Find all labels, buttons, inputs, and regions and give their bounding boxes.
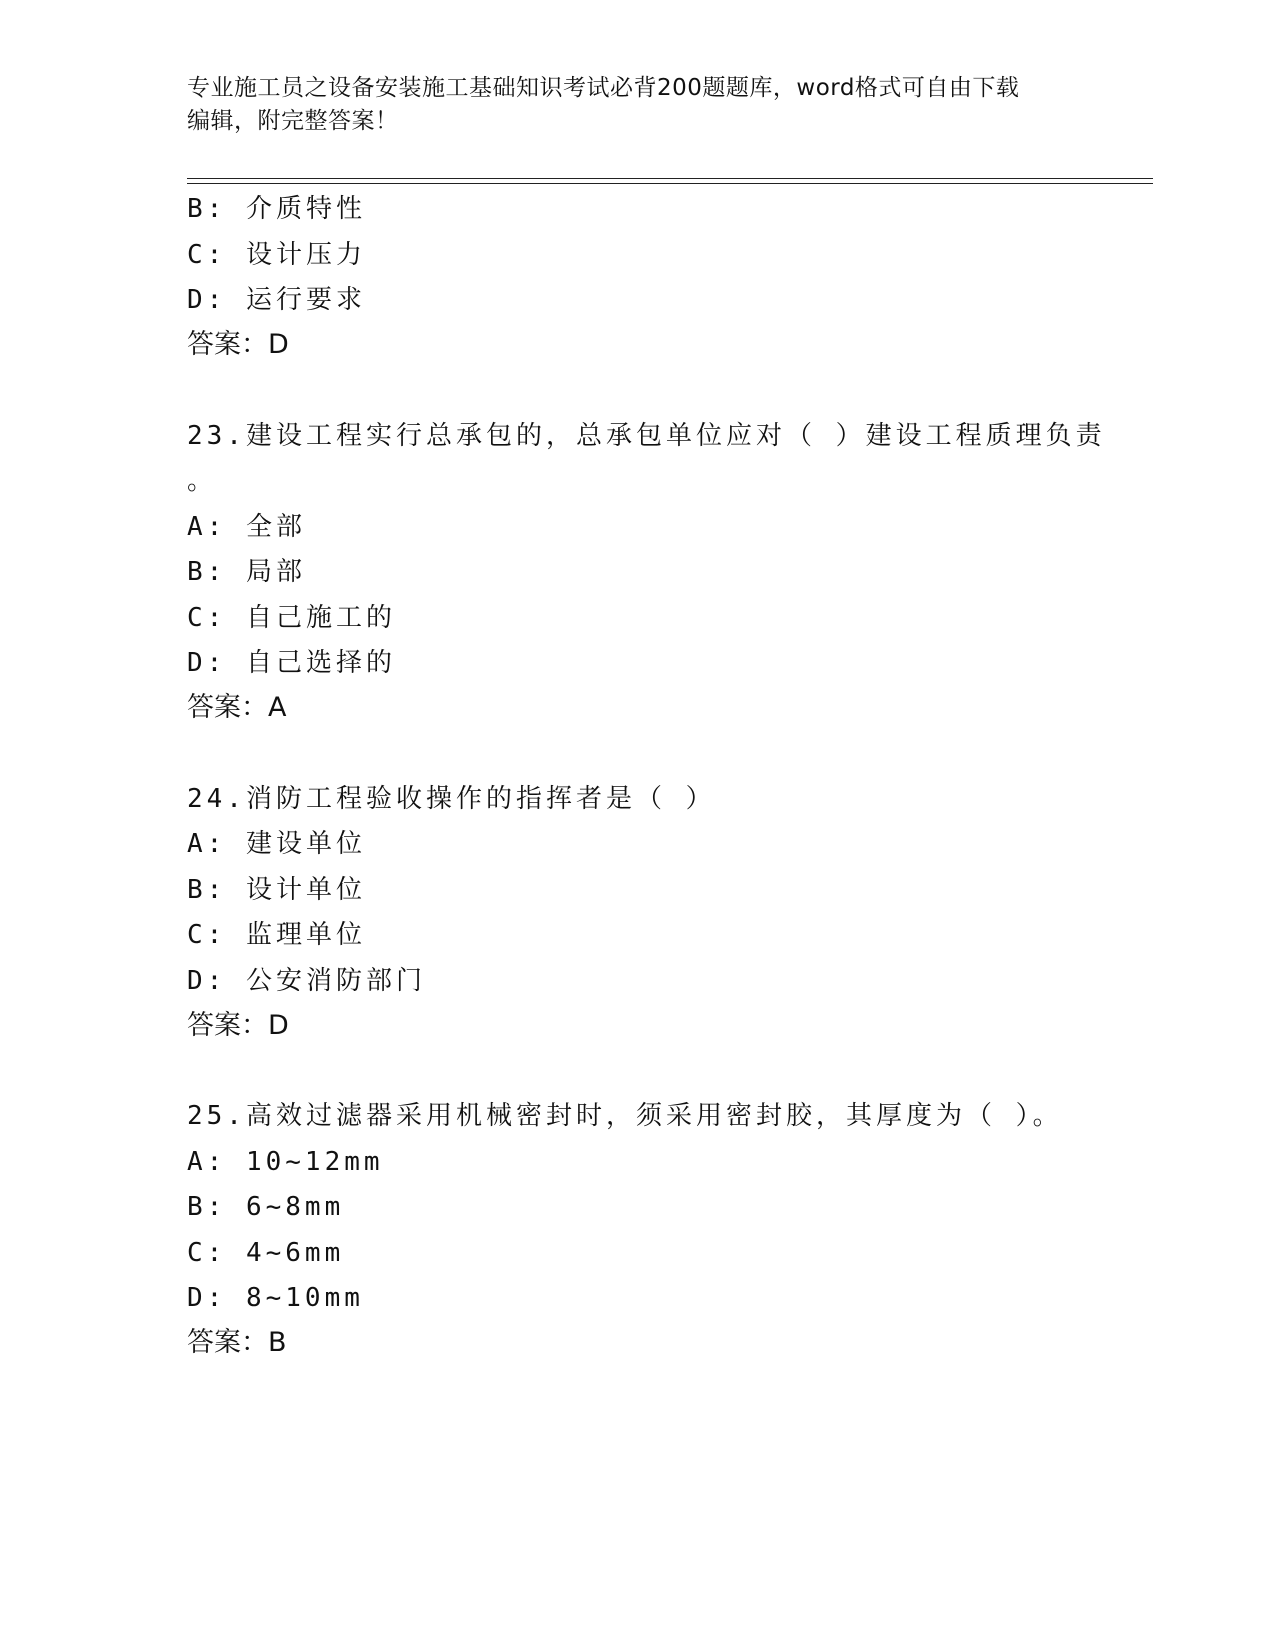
q23-option-d: D: 自己选择的 [187,648,396,678]
q23-option-b: B: 局部 [187,557,306,587]
q24-option-b: B: 设计单位 [187,875,366,905]
q25-option-d: D: 8~10mm [187,1283,364,1313]
q24-answer: 答案：D [187,1010,289,1041]
prev-answer: 答案：D [187,329,289,360]
header-line-2: 编辑，附完整答案！ [187,108,399,134]
prev-option-c: C: 设计压力 [187,240,366,270]
q23-option-a: A: 全部 [187,512,306,542]
q23-question-line-1: 23.建设工程实行总承包的，总承包单位应对（ ）建设工程质理负责 [187,421,1106,451]
q23-answer: 答案：A [187,692,287,723]
q24-question: 24.消防工程验收操作的指挥者是（ ） [187,784,716,814]
document-header [187,72,1067,138]
header-line-1: 专业施工员之设备安装施工基础知识考试必背200题题库，word格式可自由下载 [187,75,1020,101]
header-divider-top [187,178,1153,179]
q25-option-b: B: 6~8mm [187,1192,345,1222]
prev-option-d: D: 运行要求 [187,285,366,315]
q25-option-a: A: 10~12mm [187,1147,384,1177]
q24-option-c: C: 监理单位 [187,920,366,950]
header-divider-bottom [187,183,1153,184]
q24-option-d: D: 公安消防部门 [187,966,426,996]
q25-option-c: C: 4~6mm [187,1238,345,1268]
q25-question: 25.高效过滤器采用机械密封时，须采用密封胶，其厚度为（ ）。 [187,1101,1063,1131]
q25-answer: 答案：B [187,1327,287,1358]
prev-option-b: B: 介质特性 [187,194,366,224]
q23-option-c: C: 自己施工的 [187,603,396,633]
q24-option-a: A: 建设单位 [187,829,366,859]
q23-question-line-2: 。 [187,466,218,496]
